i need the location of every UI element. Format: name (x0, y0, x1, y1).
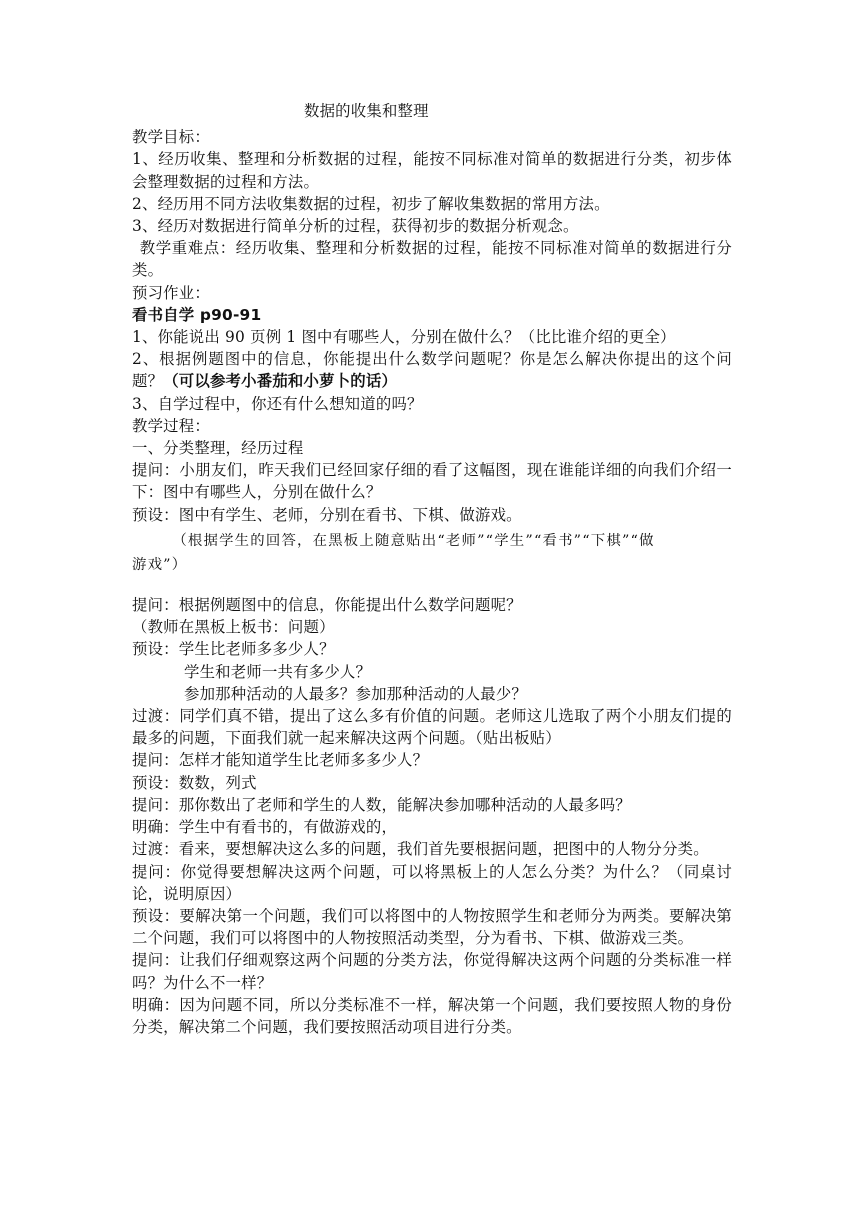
objectives-heading: 教学目标： (132, 128, 210, 147)
preset-label: 预设： (132, 640, 179, 659)
paragraph-transition-1: 过渡：同学们真不错，提出了这么多有价值的问题。老师这儿选取了两个小朋友们提的最多的问题，下面我们就一起来解决这两个问题。（贴出板贴） (132, 707, 732, 748)
preset-item-1: 学生比老师多多少人？ (178, 640, 335, 659)
paragraph-preset-3: 预设：数数，列式 (132, 773, 257, 792)
preview-question-2-text: 2、根据例题图中的信息，你能提出什么数学问题呢？你是怎么解决你提出的这个问题？ (132, 350, 732, 391)
paragraph-question-6: 提问：让我们仔细观察这两个问题的分类方法，你觉得解决这两个问题的分类标准一样吗？为什么不一样？ (132, 951, 732, 992)
paragraph-question-3: 提问：怎样才能知道学生比老师多多少人？ (132, 751, 429, 770)
paragraph-preset-2 (132, 638, 732, 660)
preview-question-2-hint: （可以参考小番茄和小萝卜的话） (163, 372, 398, 391)
paragraph-question-4: 提问：那你数出了老师和学生的人数，能解决参加哪种活动的人最多吗？ (132, 795, 631, 814)
objective-2: 2、经历用不同方法收集数据的过程，初步了解收集数据的常用方法。 (132, 194, 610, 213)
preview-heading: 预习作业： (132, 283, 210, 302)
teacher-note-line-2: 游戏”） (132, 556, 188, 573)
objective-3: 3、经历对数据进行简单分析的过程，获得初步的数据分析观念。 (132, 217, 579, 236)
key-points: 教学重难点：经历收集、整理和分析数据的过程，能按不同标准对简单的数据进行分类。 (132, 239, 732, 280)
document-page (132, 100, 732, 1038)
preset-item-3: 参加那种活动的人最多？参加那种活动的人最少？ (184, 684, 527, 703)
paragraph-question-2: 提问：根据例题图中的信息，你能提出什么数学问题呢？ (132, 596, 522, 615)
paragraph-question-1: 提问：小朋友们，昨天我们已经回家仔细的看了这幅图，现在谁能详细的向我们介绍一下：图中有哪些人，分别在做什么？ (132, 461, 732, 502)
paragraph-clarify-2: 明确：因为问题不同，所以分类标准不一样，解决第一个问题，我们要按照人物的身份分类，解决第二个问题，我们要按照活动项目进行分类。 (132, 995, 732, 1036)
document-title: 数据的收集和整理 (304, 102, 429, 120)
paragraph-transition-2: 过渡：看来，要想解决这么多的问题，我们首先要根据问题，把图中的人物分分类。 (132, 840, 709, 859)
objective-1: 1、经历收集、整理和分析数据的过程，能按不同标准对简单的数据进行分类，初步体会整理数据的过程和方法。 (132, 150, 732, 191)
section-1-heading: 一、分类整理，经历过程 (132, 439, 304, 458)
preview-question-1: 1、你能说出 90 页例 1 图中有哪些人，分别在做什么？（比比谁介绍的更全） (132, 328, 676, 347)
teacher-note-line-1: （根据学生的回答，在黑板上随意贴出“老师”“学生”“看书”“下棋”“做 (172, 532, 655, 549)
paragraph-clarify-1: 明确：学生中有看书的，有做游戏的， (132, 818, 398, 837)
paragraph-preset-1: 预设：图中有学生、老师，分别在看书、下棋、做游戏。 (132, 505, 522, 524)
paragraph-blackboard-note: （教师在黑板上板书：问题） (132, 618, 335, 637)
preset-item-2: 学生和老师一共有多少人？ (184, 662, 372, 681)
preview-question-2 (132, 348, 732, 392)
paragraph-question-5: 提问：你觉得要想解决这两个问题，可以将黑板上的人怎么分类？为什么？（同桌讨论，说明原因） (132, 862, 732, 903)
preview-question-3: 3、自学过程中，你还有什么想知道的吗？ (132, 394, 423, 413)
paragraph-preset-4: 预设：要解决第一个问题，我们可以将图中的人物按照学生和老师分为两类。要解决第二个问题，我们可以将图中的人物按照活动类型，分为看书、下棋、做游戏三类。 (132, 906, 732, 948)
process-heading: 教学过程： (132, 416, 210, 435)
preview-bold-heading: 看书自学 p90-91 (132, 305, 262, 324)
